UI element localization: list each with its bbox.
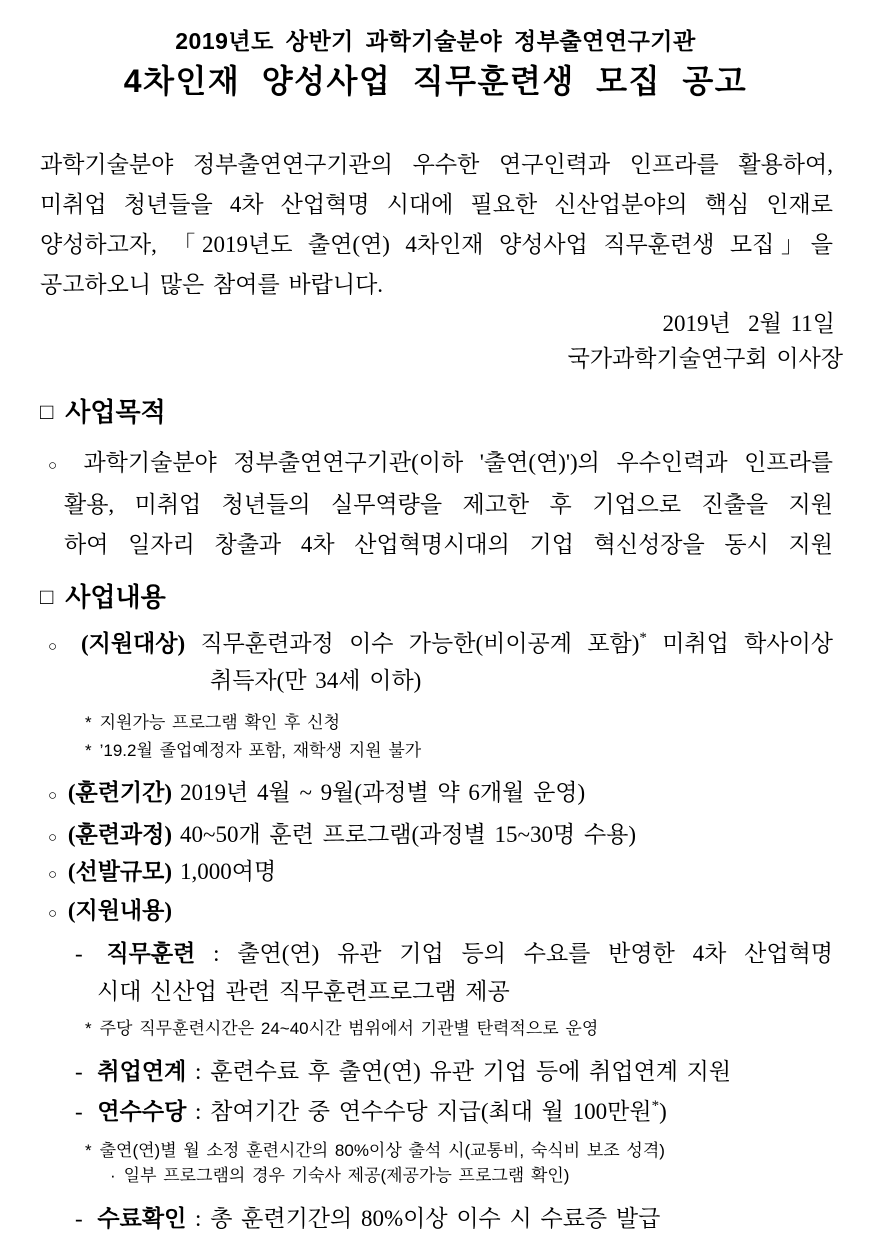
item-courses (48, 818, 636, 855)
colon-separator: : (186, 1206, 211, 1231)
intro-line-4: 공고하오니 많은 참여를 바랍니다. (40, 272, 384, 297)
intro-line-3: 양성하고자, 「2019년도 출연(연) 4차인재 양성사업 직무훈련생 모집」을 (40, 232, 833, 257)
item-courses-label: (훈련과정) (67, 822, 173, 847)
subitem-employment (75, 1055, 731, 1089)
footnote-asterisk: * (639, 630, 647, 646)
intro-line-2: 미취업 청년들을 4차 산업혁명 시대에 필요한 신산업분야의 핵심 인재로 (40, 192, 833, 217)
colon-separator: : (186, 1099, 211, 1124)
item-target-label: (지원대상) (80, 631, 186, 656)
issue-date: 2019년 2월 11일 (662, 311, 835, 336)
subitem-training-line-1 (75, 937, 833, 971)
asterisk-icon: * (85, 741, 92, 760)
item-courses-text: 40~50개 훈련 프로그램(과정별 15~30명 수용) (180, 822, 637, 847)
subitem-completion (75, 1202, 660, 1236)
purpose-line-1 (48, 446, 833, 483)
subitem-training-text-1: 출연(연) 유관 기업 등의 수요를 반영한 4차 산업혁명 (237, 941, 834, 966)
item-period-label: (훈련기간) (67, 780, 173, 805)
allowance-note-1-text: 출연(연)별 월 소정 훈련시간의 80%이상 출석 시(교통비, 숙식비 보조 성격) (99, 1141, 665, 1160)
subitem-completion-text: 총 훈련기간의 80%이상 이수 시 수료증 발급 (210, 1206, 661, 1231)
item-scale (48, 855, 276, 892)
allowance-note-2-text: 일부 프로그램의 경우 기숙사 제공(제공가능 프로그램 확인) (123, 1166, 570, 1185)
colon-separator: : (195, 941, 238, 966)
subitem-allowance-text-1: 참여기간 중 연수수당 지급(최대 월 100만원 (210, 1099, 652, 1124)
item-scale-text: 1,000여명 (180, 859, 277, 884)
square-bullet-icon: □ (40, 584, 54, 609)
dash-bullet-icon: - (75, 1059, 83, 1084)
section-purpose-heading (40, 396, 166, 430)
item-target-text-2: 미취업 학사이상 (646, 631, 834, 656)
training-note-text: 주당 직무훈련시간은 24~40시간 범위에서 기관별 탄력적으로 운영 (99, 1019, 599, 1038)
item-period-text: 2019년 4월 ~ 9월(과정별 약 6개월 운영) (180, 780, 586, 805)
subitem-allowance-label: 연수수당 (97, 1099, 187, 1124)
circle-bullet-icon: ○ (48, 906, 58, 922)
item-support (48, 894, 172, 931)
purpose-line-3: 하여 일자리 창출과 4차 산업혁명시대의 기업 혁신성장을 동시 지원 (64, 532, 833, 557)
intro-line-1: 과학기술분야 정부출연연구기관의 우수한 연구인력과 인프라를 활용하여, (40, 152, 833, 177)
item-scale-label: (선발규모) (67, 859, 173, 884)
dash-bullet-icon: - (75, 941, 83, 966)
asterisk-icon: * (85, 1141, 92, 1160)
item-support-label: (지원내용) (67, 898, 173, 923)
subitem-training-label: 직무훈련 (106, 941, 196, 966)
doc-title: 4차인재 양성사업 직무훈련생 모집 공고 (123, 63, 748, 99)
purpose-text-1: 과학기술분야 정부출연연구기관(이하 '출연(연)')의 우수인력과 인프라를 (83, 450, 834, 475)
subitem-training-line-2: 시대 신산업 관련 직무훈련프로그램 제공 (97, 979, 510, 1004)
dash-bullet-icon: - (75, 1206, 83, 1231)
allowance-note-2 (110, 1164, 569, 1188)
circle-bullet-icon: ○ (48, 458, 65, 474)
subitem-allowance-text-2: ) (659, 1099, 667, 1124)
item-target-line-2: 취득자(만 34세 이하) (210, 668, 422, 693)
section-content-heading (40, 581, 166, 615)
training-note (85, 1017, 598, 1041)
purpose-line-2: 활용, 미취업 청년들의 실무역량을 제고한 후 기업으로 진출을 지원 (64, 492, 833, 517)
target-note-1-text: 지원가능 프로그램 확인 후 신청 (99, 713, 341, 732)
issuer: 국가과학기술연구회 이사장 (567, 346, 843, 371)
subitem-employment-text: 훈련수료 후 출연(연) 유관 기업 등에 취업연계 지원 (210, 1059, 732, 1084)
doc-subtitle: 2019년도 상반기 과학기술분야 정부출연연구기관 (175, 28, 696, 54)
subitem-employment-label: 취업연계 (97, 1059, 187, 1084)
item-target-line-1 (48, 627, 833, 664)
square-bullet-icon: □ (40, 399, 54, 424)
colon-separator: : (186, 1059, 211, 1084)
item-target-text-1: 직무훈련과정 이수 가능한(비이공계 포함) (200, 631, 640, 656)
target-note-1 (85, 711, 340, 735)
section-purpose-title: 사업목적 (65, 397, 166, 427)
allowance-note-1 (85, 1139, 665, 1163)
circle-bullet-icon: ○ (48, 830, 58, 846)
item-period (48, 776, 585, 813)
subitem-completion-label: 수료확인 (97, 1206, 187, 1231)
subitem-allowance (75, 1095, 667, 1132)
circle-bullet-icon: ○ (48, 867, 58, 883)
asterisk-icon: * (85, 1019, 92, 1038)
middle-dot-icon: · (110, 1166, 116, 1185)
asterisk-icon: * (85, 713, 92, 732)
target-note-2-text: ’19.2월 졸업예정자 포함, 재학생 지원 불가 (99, 741, 422, 760)
circle-bullet-icon: ○ (48, 788, 58, 804)
target-note-2 (85, 739, 421, 763)
circle-bullet-icon: ○ (48, 639, 64, 655)
section-content-title: 사업내용 (65, 582, 166, 612)
footnote-asterisk: * (651, 1098, 660, 1114)
dash-bullet-icon: - (75, 1099, 83, 1124)
